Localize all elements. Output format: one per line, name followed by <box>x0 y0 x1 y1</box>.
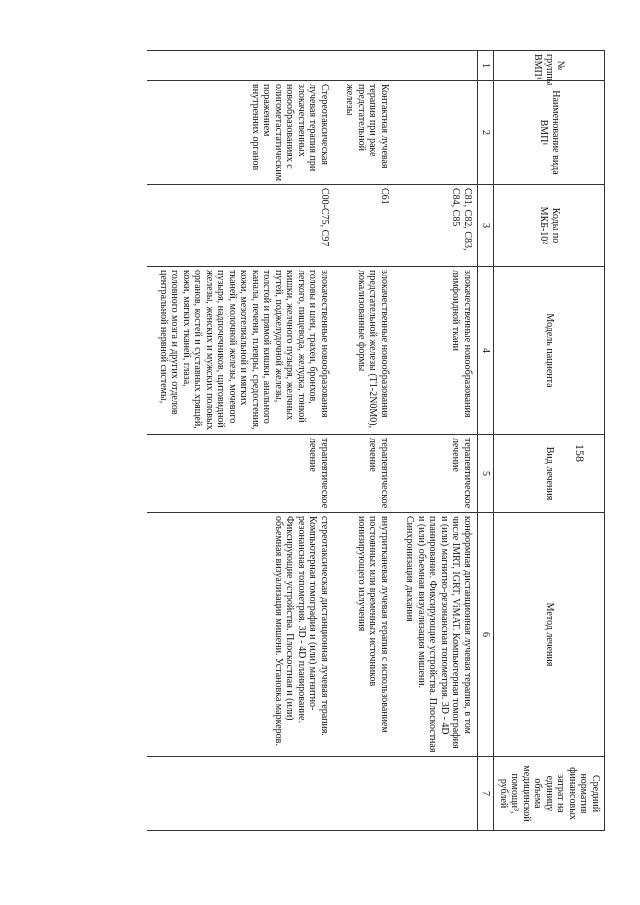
rotated-table-container <box>95 50 605 830</box>
header-row <box>494 51 605 831</box>
cell-method: стереотаксическая дистанционная лучевая терапия. Компьютерная томография и (или) магнитно-резонансная топометрия. 3D - 4D планирование. Фиксирующие устройства. Плоскостная и (или) объемная визуализация мишени. Установка маркеров. <box>148 513 335 757</box>
cell-cost <box>394 757 478 831</box>
cell-codes: C81, C82, C83, C84, C85 <box>394 185 478 267</box>
cell-cost <box>334 757 394 831</box>
header-treatment-type: Вид лечения <box>494 435 605 513</box>
cell-name: Стереотаксическая лучевая терапия при злокачественных новообразованиях с олигометастатическим поражением внутренних органов <box>148 81 335 185</box>
cell-patient: злокачественные новообразования головы и шеи, трахеи, бронхов, легкого, пищевода, желудка, тонкой кишки, желчного пузыря, желчных путей, поджелудочной железы, толстой и прямой кишки, анального канала, печени, плевры, средостения, кожи, мезотелиальной и мягких тканей, молочной железы, мочевого пузыря, надпочечников, щитовидной железы, женских и мужских половых органов, костей и суставных хрящей, кожи, мягких тканей, глаза, головного мозга и других отделов центральной нервной системы, <box>148 267 335 435</box>
header-cost: Средний норматив финансовых затрат на единицу объема медицинской помощи³, рублей <box>494 757 605 831</box>
cell-codes: C00-C75, C97 <box>148 185 335 267</box>
header-method: Метод лечения <box>494 513 605 757</box>
column-number: 6 <box>478 513 495 757</box>
column-number: 1 <box>478 51 495 81</box>
column-number: 2 <box>478 81 495 185</box>
header-group: № группы ВМП¹ <box>494 51 605 81</box>
header-name: Наименование вида ВМП¹ <box>494 81 605 185</box>
cell-group <box>334 51 394 81</box>
cell-cost <box>148 757 335 831</box>
table-row <box>334 51 394 831</box>
column-number: 5 <box>478 435 495 513</box>
cell-codes: C61 <box>334 185 394 267</box>
table-row <box>148 51 335 831</box>
page-number: 158 <box>573 444 587 462</box>
cell-name <box>394 81 478 185</box>
cell-treatment-type: терапевтическое лечение <box>394 435 478 513</box>
cell-method: конформная дистанционная лучевая терапия, в том числе IMRT, IGRT, ViMAT. Компьютерная томография и (или) магнитно-резонансная топометрия. 3D - 4D планирование. Фиксирующие устройства. Плоскостная и (или) объемная визуализация мишени. Синхронизация дыхания <box>394 513 478 757</box>
header-codes: Коды по МКБ-10² <box>494 185 605 267</box>
cell-treatment-type: терапевтическое лечение <box>334 435 394 513</box>
cell-patient: злокачественные новообразования лимфоидной ткани <box>394 267 478 435</box>
cell-patient: злокачественные новообразования предстательной железы (T1-2N0M0), локализованные формы <box>334 267 394 435</box>
cell-treatment-type: терапевтическое лечение <box>148 435 335 513</box>
column-number: 3 <box>478 185 495 267</box>
cell-method: внутритканевая лучевая терапия с использованием постоянных или временных источников ионизирующего излучения <box>334 513 394 757</box>
vmp-table <box>148 50 606 831</box>
cell-name: Контактная лучевая терапия при раке предстательной железы <box>334 81 394 185</box>
header-patient: Модель пациента <box>494 267 605 435</box>
column-number-row <box>478 51 495 831</box>
table-row <box>394 51 478 831</box>
column-number: 7 <box>478 757 495 831</box>
column-number: 4 <box>478 267 495 435</box>
cell-group <box>148 51 335 81</box>
cell-group <box>394 51 478 81</box>
